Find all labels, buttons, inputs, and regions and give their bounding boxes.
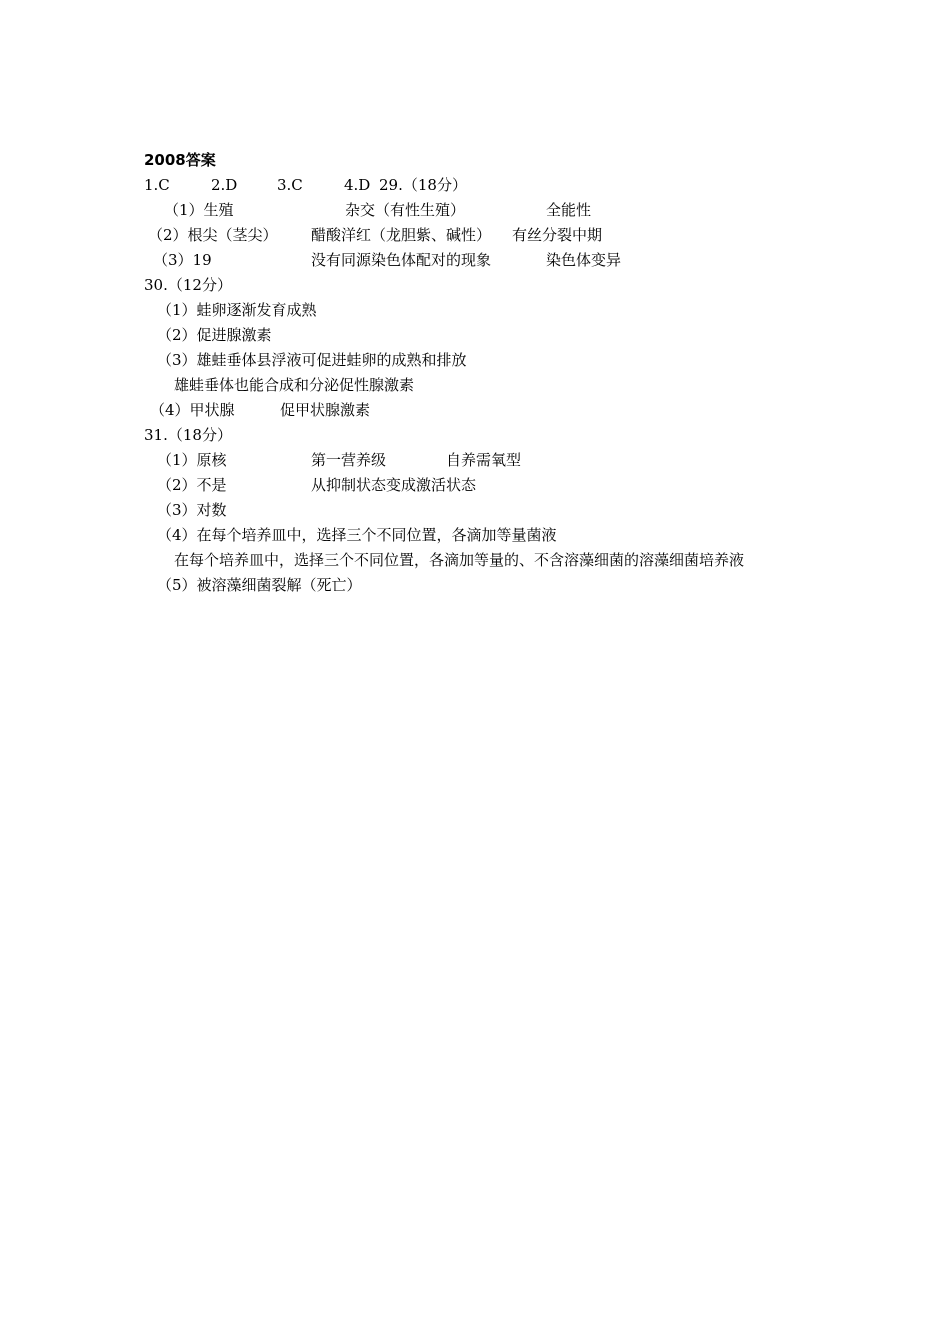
q30-p1: （1）蛙卵逐渐发育成熟 (157, 301, 317, 319)
q30-p3b: 雄蛙垂体也能合成和分泌促性腺激素 (174, 376, 415, 394)
q31-p5: （5）被溶藻细菌裂解（死亡） (157, 576, 362, 594)
q29-p3-c: 染色体变异 (546, 251, 622, 269)
q30-p2: （2）促进腺激素 (157, 326, 272, 344)
q29-p2-label: （2）根尖（茎尖） (148, 226, 278, 244)
q31-p2-label: （2）不是 (157, 476, 227, 494)
q31-p4b: 在每个培养皿中，选择三个不同位置，各滴加等量的、不含溶藻细菌的溶藻细菌培养液 (174, 551, 745, 569)
answer-4: 4.D (344, 176, 371, 194)
q29-p2-b: 醋酸洋红（龙胆紫、碱性） (311, 226, 492, 244)
q29-p3-label: （3）19 (153, 251, 212, 269)
q30-p4-b: 促甲状腺激素 (280, 401, 371, 419)
answer-3: 3.C (277, 176, 303, 194)
q31-p2-b: 从抑制状态变成激活状态 (311, 476, 477, 494)
q31-p1-label: （1）原核 (157, 451, 227, 469)
question-30-heading: 30.（12分） (144, 276, 232, 294)
q31-p1-c: 自养需氧型 (446, 451, 522, 469)
q29-p1-b: 杂交（有性生殖） (345, 201, 466, 219)
answer-2: 2.D (211, 176, 238, 194)
q31-p4a: （4）在每个培养皿中，选择三个不同位置，各滴加等量菌液 (157, 526, 557, 544)
q30-p4-label: （4）甲状腺 (150, 401, 235, 419)
answer-1: 1.C (144, 176, 170, 194)
q29-p1-label: （1）生殖 (164, 201, 234, 219)
question-29-heading: 29.（18分） (379, 176, 467, 194)
q29-p1-c: 全能性 (546, 201, 592, 219)
q30-p3a: （3）雄蛙垂体县浮液可促进蛙卵的成熟和排放 (157, 351, 467, 369)
q29-p2-c: 有丝分裂中期 (512, 226, 603, 244)
q31-p1-b: 第一营养级 (311, 451, 387, 469)
question-31-heading: 31.（18分） (144, 426, 232, 444)
q31-p3: （3）对数 (157, 501, 227, 519)
answers-title: 2008答案 (144, 151, 216, 169)
q29-p3-b: 没有同源染色体配对的现象 (311, 251, 492, 269)
